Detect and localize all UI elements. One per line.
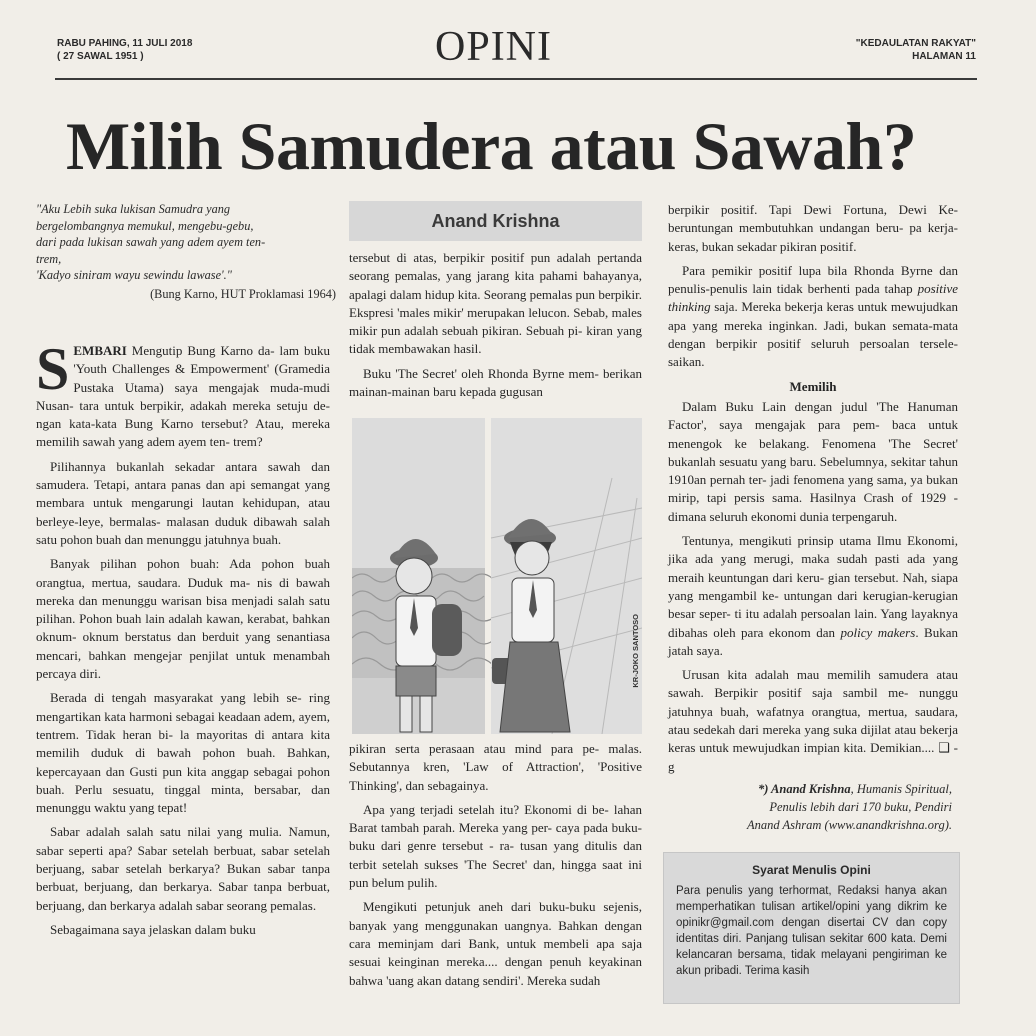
paragraph-text: Tentunya, mengikuti prinsip utama Ilmu Ekonomi, jika ada yang merugi, maka sudah pasti ada yang meraih keuntungan dari keru- gian tersebut. Nah, siapa yang mengambil ke- untungan dari kerugian-kerugian besar seper- ti itu adalah persoalan lain. Yang layaknya dibahas oleh para ekonom dan bbox=[668, 533, 958, 640]
epigraph-line: 'Kadyo siniram wayu sewindu lawase'." bbox=[36, 268, 232, 282]
paper-info bbox=[856, 37, 976, 63]
lead-word: EMBARI bbox=[73, 343, 127, 358]
paragraph: Sebagaimana saya jelaskan dalam buku bbox=[50, 921, 256, 937]
paragraph: Banyak pilihan pohon buah: Ada pohon buah orangtua, mertua, saudara. Duduk ma- nis di bawah mereka dan menunggu warisan bisa menjadi salah satu pilihan. Pohon buah lain adalah kawan, kerabat, bahkan oknum- oknum berstatus dan berduit yang senantiasa mencari, bahkan mengejar penjilat untuk menambah percaya diri. bbox=[36, 556, 330, 682]
paragraph: Pilihannya bukanlah sekadar antara sawah dan samudera. Tetapi, antara panas dan api semangat yang membara untuk mengarungi lautan kehidupan, atau berleye-leye, bermalas- malasan duduk dibawah salah satu pohon buah dan menunggu jatuhnya buah. bbox=[36, 458, 330, 547]
bio-line bbox=[668, 780, 952, 798]
paragraph-text: Para pemikir positif lupa bila Rhonda Byrne dan penulis-penulis lain tidak berhenti pada tahap bbox=[668, 262, 958, 297]
bio-line: Anand Ashram (www.anandkrishna.org). bbox=[747, 818, 952, 832]
bio-line: Penulis lebih dari 170 buku, Pendiri bbox=[769, 800, 952, 814]
subheading: Memilih bbox=[789, 378, 837, 394]
lead-text: Mengutip Bung Karno da- lam buku 'Youth Challenges & Empowerment' (Gramedia Pustaka Utama) saya mengajak muda-mudi Nusan- tara untuk berpikir, adakah mereka setuju de- ngan kata-kata Bung Karno tersebut? Atau, mereka memilih sawah yang adem ayem ten- trem? bbox=[36, 343, 330, 450]
illustration-credit: KR-JOKO SANTOSO bbox=[631, 614, 640, 688]
bio-name: *) Anand Krishna bbox=[757, 782, 851, 796]
paragraph bbox=[668, 532, 958, 660]
epigraph-line: dari pada lukisan sawah yang adem ayem ten- bbox=[36, 235, 266, 249]
section-title: OPINI bbox=[435, 24, 552, 70]
guidelines-text: Para penulis yang terhormat, Redaksi hanya akan memperhatikan tulisan artikel/opini yang dikrim ke opinikr@gmail.com dengan disertai CV dan copy identitas diri. Panjang tulisan sekitar 600 kata. Demi kelancaran bersama, tidak melayani pengiriman ke akun pribadi. Terima kasih bbox=[676, 885, 947, 977]
illustration bbox=[352, 418, 642, 734]
paragraph: Apa yang terjadi setelah itu? Ekonomi di be- lahan Barat tambah parah. Mereka yang per- caya pada buku-buku dari genre tersebut - ra- tusan yang ditulis dan terbit setelah sukses 'The Secret' dan, hingga saat ini pun belum pulih. bbox=[349, 801, 642, 891]
epigraph-line: trem, bbox=[36, 251, 62, 266]
header-rule bbox=[55, 78, 977, 80]
paragraph-text: . Bukan jatah saya. bbox=[668, 624, 958, 658]
guidelines-title: Syarat Menulis Opini bbox=[752, 863, 871, 877]
paragraph: berpikir positif. Tapi Dewi Fortuna, Dewi Ke- beruntungan membutuhkan undangan beru- pa kerja-keras, bukan sekadar pikiran positif. bbox=[668, 202, 958, 254]
submission-guidelines-box bbox=[663, 852, 960, 1004]
paragraph: Urusan kita adalah mau memilih samudera atau sawah. Berpikir positif saja sambil me- nunggu jatuhnya buah, wafatnya orangtua, mertua, saudara, atau sedekah dari mereka yang suka dijilat atau bekerja keras untuk mewujudkan impian kita. Demikian.... ❑ - g bbox=[668, 667, 958, 774]
paragraph: Buku 'The Secret' oleh Rhonda Byrne mem- berikan mainan-mainan baru kepada gugusan bbox=[349, 365, 642, 400]
paragraph bbox=[668, 262, 958, 372]
hijri-date-line: ( 27 SAWAL 1951 ) bbox=[57, 51, 144, 62]
emphasis-text: policy makers bbox=[840, 624, 916, 640]
article-column-2-top bbox=[349, 249, 642, 407]
paper-name: "KEDAULATAN RAKYAT" bbox=[855, 38, 976, 49]
author-bio bbox=[668, 780, 952, 834]
date-line: RABU PAHING, 11 JULI 2018 bbox=[57, 38, 193, 49]
paragraph: Dalam Buku Lain dengan judul 'The Hanuman Factor', saya mengajak para pem- baca untuk menengok ke belakang. Fenomena 'The Secret' bukanlah sesuatu yang baru. Sebelumnya, sekitar tahun 1910an pernah ter- jadi fenomena yang sama, ya bukan mirip, tapi persis sama. Hasilnya Crash of 1929 - dimana seluruh ekonomi dunia terpengaruh. bbox=[668, 398, 958, 524]
article-column-2-bottom bbox=[349, 740, 642, 996]
paragraph: Mengikuti petunjuk aneh dari buku-buku sejenis, banyak yang menggunakan uangnya. Bahkan dengan cara meminjam dari Bank, untuk membeli apa saja sesuai keinginan mereka.... dengan penuh keyakinan bahwa 'uang akan datang sendiri'. Mereka sudah bbox=[349, 899, 642, 988]
paragraph: tersebut di atas, berpikir positif pun adalah pertanda seorang pemalas, yang jarang kita pahami bahayanya, apalagi dalam hidup kita. Seorang pemalas pun berpikir. Ekspresi 'males mikir' merupakan lelucon. Sebab, males mikir pun adalah sebuah pikiran. Sebuah pi- kiran yang tidak membawakan hasil. bbox=[349, 250, 642, 357]
epigraph-source: (Bung Karno, HUT Proklamasi 1964) bbox=[150, 286, 336, 301]
epigraph-line: "Aku Lebih suka lukisan Samudra yang bbox=[36, 202, 231, 216]
headline: Milih Samudera atau Sawah? bbox=[66, 108, 917, 184]
paragraph: Berada di tengah masyarakat yang lebih se- ring mengartikan kata harmoni sebagai keadaan adem, ayem, tentrem. Tidak heran bi- la mayoritas di antara kita memilih duduk di bawah pohon buah. Bahkan, kepercayaan dan Gusti pun kita anggap sebagai pohon buah. Perlu sesuatu, tinggal minta, bersabar, dan menunggu waktu yang tepat! bbox=[36, 690, 330, 816]
epigraph-line: bergelombangnya memukul, mengebu-gebu, bbox=[36, 218, 254, 233]
drop-cap: S bbox=[36, 336, 70, 402]
students-illustration bbox=[352, 418, 642, 734]
paragraph-text: saja. Mereka bekerja keras untuk mewujudkan apa yang mereka inginkan. Jadi, bukan semata-mata dengan berpikir positif seluruh persoalan tersele- saikan. bbox=[668, 299, 958, 370]
paragraph: pikiran serta perasaan atau mind para pe- malas. Sebutannya kren, 'Law of Attraction', 'Positive Thinking', dan sebagainya. bbox=[349, 741, 642, 793]
epigraph bbox=[36, 201, 336, 302]
issue-date bbox=[57, 37, 192, 63]
emphasis-text: positive thinking bbox=[668, 281, 958, 315]
paragraph: Sabar adalah salah satu nilai yang mulia. Namun, sabar seperti apa? Sabar setelah berbuat, sabar setelah berjuang, sabar setelah berkarya? Bukan sabar tanpa berbuat, berjuang, dan berkarya. Sabar tanpa berbuat, berjuang, dan berkarya adalah sabar seorang pemalas. bbox=[36, 824, 330, 913]
author-byline: Anand Krishna bbox=[349, 201, 642, 241]
article-column-3 bbox=[668, 201, 958, 782]
lead-paragraph bbox=[36, 336, 330, 452]
page-number: HALAMAN 11 bbox=[912, 51, 976, 62]
bio-text: , Humanis Spiritual, bbox=[850, 782, 952, 796]
article-column-1 bbox=[36, 336, 330, 945]
